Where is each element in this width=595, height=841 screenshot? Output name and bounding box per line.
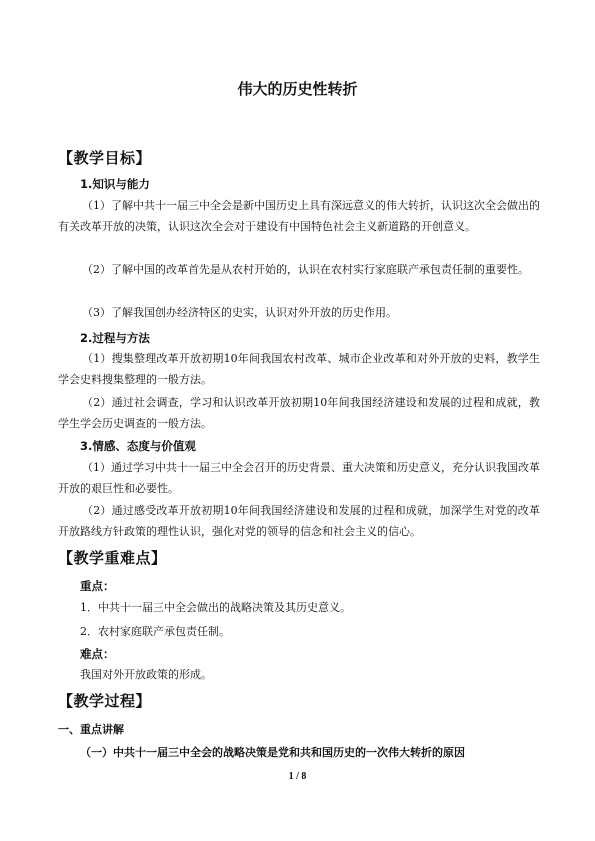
focus-label: 重点： <box>80 579 115 593</box>
subheading-process-method: 2.过程与方法 <box>80 331 150 345</box>
subheading-emotion: 3.情感、态度与价值观 <box>80 439 196 453</box>
section-heading-process: 【教学过程】 <box>58 692 152 710</box>
difficulty-label: 难点： <box>80 647 115 661</box>
focus-item-1: 1．中共十一届三中全会做出的战略决策及其历史意义。 <box>80 601 351 614</box>
document-title: 伟大的历史性转折 <box>237 80 358 98</box>
knowledge-item-2: （2）了解中国的改革首先是从农村开始的，认识在农村实行家庭联产承包责任制的重要性。 <box>82 263 529 276</box>
process-subheading: 一、重点讲解 <box>58 723 124 736</box>
section-heading-key-points: 【教学重难点】 <box>58 549 167 567</box>
emotion-item-2: （2）通过感受改革开放初期10年间我国经济建设和发展的过程和成就，加深学生对党的改革开放路线方针政策的理性认识，强化对党的领导的信念和社会主义的信心。 <box>58 504 540 538</box>
page-number: 1 / 8 <box>288 771 307 782</box>
difficulty-text: 我国对外开放政策的形成。 <box>80 668 212 681</box>
knowledge-item-1: （1）了解中共十一届三中全会是新中国历史上具有深远意义的伟大转折，认识这次全会做出的有关改革开放的决策，认识这次全会对于建设有中国特色社会主义新道路的开创意义。 <box>58 199 540 233</box>
process-sub-subheading: （一）中共十一届三中全会的战略决策是党和共和国历史的一次伟大转折的原因 <box>80 746 465 759</box>
section-heading-objectives: 【教学目标】 <box>58 149 152 167</box>
process-item-2: （2）通过社会调查，学习和认识改革开放初期10年间我国经济建设和发展的过程和成就，教学生学会历史调查的一般方法。 <box>58 396 540 430</box>
knowledge-item-3: （3）了解我国创办经济特区的史实，认识对外开放的历史作用。 <box>82 306 397 319</box>
focus-item-2: 2．农村家庭联产承包责任制。 <box>80 625 230 638</box>
emotion-item-1: （1）通过学习中共十一届三中全会召开的历史背景、重大决策和历史意义，充分认识我国改革开放的艰巨性和必要性。 <box>58 461 540 495</box>
process-item-1: （1）搜集整理改革开放初期10年间我国农村改革、城市企业改革和对外开放的史料，教学生学会史料搜集整理的一般方法。 <box>58 352 540 386</box>
subheading-knowledge: 1.知识与能力 <box>80 177 150 191</box>
